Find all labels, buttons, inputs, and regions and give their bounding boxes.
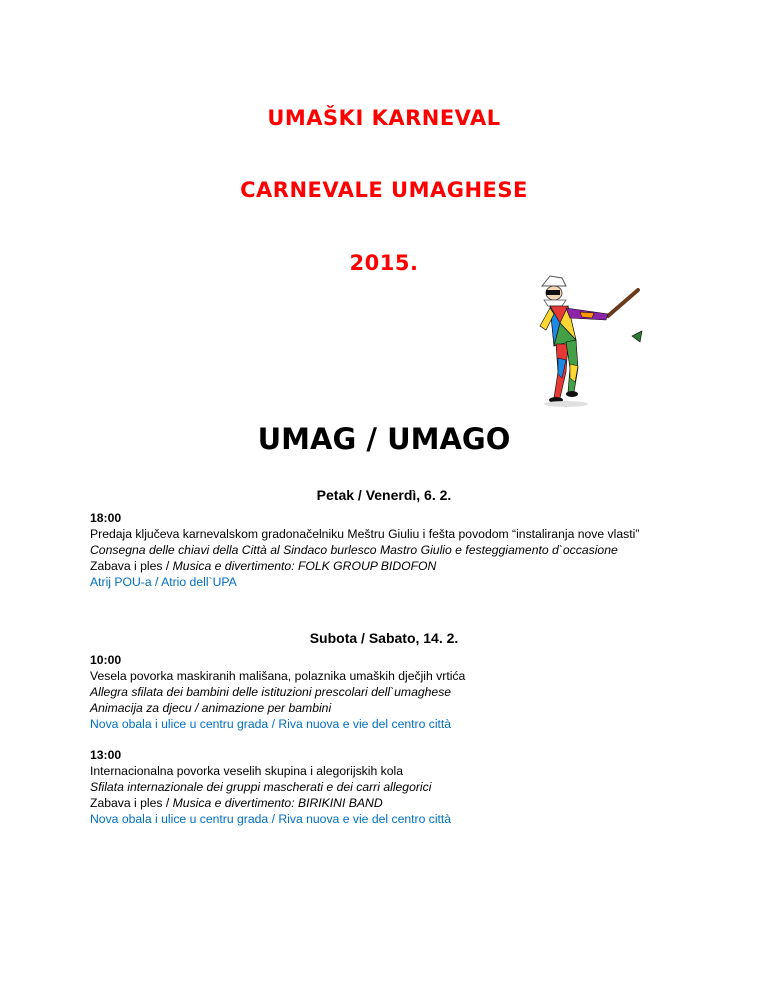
event-location: Nova obala i ulice u centru grada / Riva nuova e vie del centro città xyxy=(90,812,452,826)
title-croatian: UMAŠKI KARNEVAL xyxy=(267,106,501,130)
event-description-hr: Predaja ključeva karnevalskom gradonačelniku Meštru Giuliu i fešta povodom “instaliranja nove vlasti” xyxy=(90,527,640,541)
event-friday-1800 xyxy=(90,510,678,590)
day-heading-saturday: Subota / Sabato, 14. 2. xyxy=(309,630,459,646)
event-location: Nova obala i ulice u centru grada / Riva nuova e vie del centro città xyxy=(90,717,452,731)
day-heading-friday: Petak / Venerdì, 6. 2. xyxy=(316,487,452,503)
event-description-it: Consegna delle chiavi della Città al Sindaco burlesco Mastro Giulio e festeggiamento d`occasione xyxy=(90,543,618,557)
event-description-hr: Vesela povorka maskiranih mališana, polaznika umaških dječjih vrtića xyxy=(90,669,466,683)
event-description-it: Allegra sfilata dei bambini delle istituzioni prescolari dell`umaghese xyxy=(90,685,452,699)
event-music-prefix: Zabava i ples / xyxy=(90,559,173,573)
event-music xyxy=(90,795,678,811)
event-description-it: Sfilata internazionale dei gruppi mascherati e dei carri allegorici xyxy=(90,780,432,794)
harlequin-illustration xyxy=(520,268,650,413)
event-time: 18:00 xyxy=(90,511,122,525)
event-extra-it: Animacija za djecu / animazione per bambini xyxy=(90,701,332,715)
title-italian: CARNEVALE UMAGHESE xyxy=(240,178,528,202)
event-time: 13:00 xyxy=(90,748,122,762)
event-music-prefix: Zabava i ples / xyxy=(90,796,173,810)
event-saturday-1000 xyxy=(90,652,678,732)
city-heading: UMAG / UMAGO xyxy=(257,422,511,456)
title-year: 2015. xyxy=(349,251,419,275)
event-saturday-1300 xyxy=(90,747,678,827)
event-time: 10:00 xyxy=(90,653,122,667)
event-location: Atrij POU-a / Atrio dell`UPA xyxy=(90,575,237,589)
event-music xyxy=(90,558,678,574)
event-music-it: Musica e divertimento: FOLK GROUP BIDOFON xyxy=(172,559,437,573)
event-description-hr: Internacionalna povorka veselih skupina i alegorijskih kola xyxy=(90,764,403,778)
event-music-it: Musica e divertimento: BIRIKINI BAND xyxy=(172,796,383,810)
